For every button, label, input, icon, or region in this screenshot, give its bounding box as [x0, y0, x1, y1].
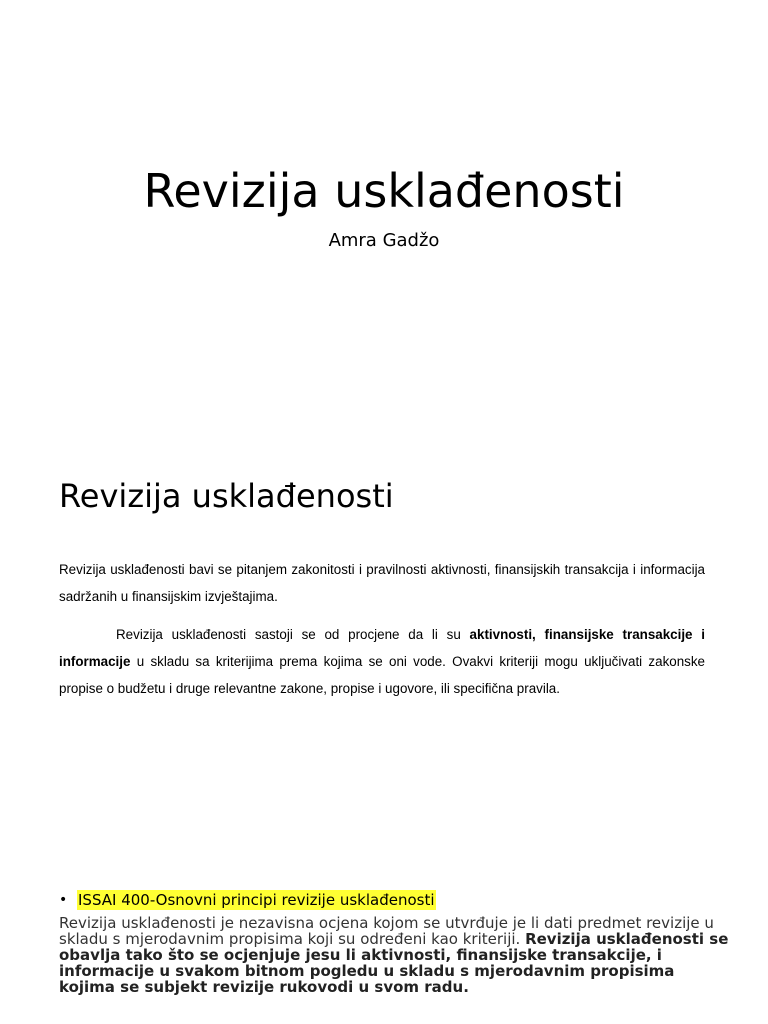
issai-heading-text: ISSAI 400-Osnovni principi revizije usklađenosti — [78, 891, 435, 909]
paragraph-assessment-bold: aktivnosti, finansijske transakcije i informacije — [59, 627, 705, 669]
section-title: Revizija usklađenosti — [59, 477, 394, 515]
bullet-icon: • — [59, 892, 68, 908]
paragraph-assessment-start: Revizija usklađenosti sastoji se od procjene da li su — [116, 627, 470, 642]
issai-heading — [59, 890, 436, 910]
author-name: Amra Gadžo — [328, 230, 440, 251]
paragraph-definition: Revizija usklađenosti bavi se pitanjem zakonitosti i pravilnosti aktivnosti, finansijskih transakcija i informacija sadržanih u finansijskim izvještajima. — [59, 562, 705, 604]
paragraph-assessment — [59, 621, 705, 702]
paragraph-assessment-end: u skladu sa kriterijima prema kojima se oni vode. Ovakvi kriteriji mogu uključivati zakonske propise o budžetu i druge relevantne zakone, propise i ugovore, ili specifična pravila. — [59, 654, 705, 696]
main-title: Revizija usklađenosti — [143, 164, 625, 218]
issai-paragraph-start: Revizija usklađenosti je nezavisna ocjena kojom se utvrđuje je li dati predmet revizije u skladu s mjerodavnim propisima koji su određeni kao kriteriji. — [59, 914, 714, 948]
issai-paragraph — [59, 915, 729, 995]
issai-paragraph-bold: Revizija usklađenosti se obavlja tako što se ocjenjuje jesu li aktivnosti, finansijske transakcije, i informacije u svakom bitnom pogledu u skladu s mjerodavnim propisima kojima se subjekt revizije rukovodi u svom radu. — [59, 930, 729, 996]
